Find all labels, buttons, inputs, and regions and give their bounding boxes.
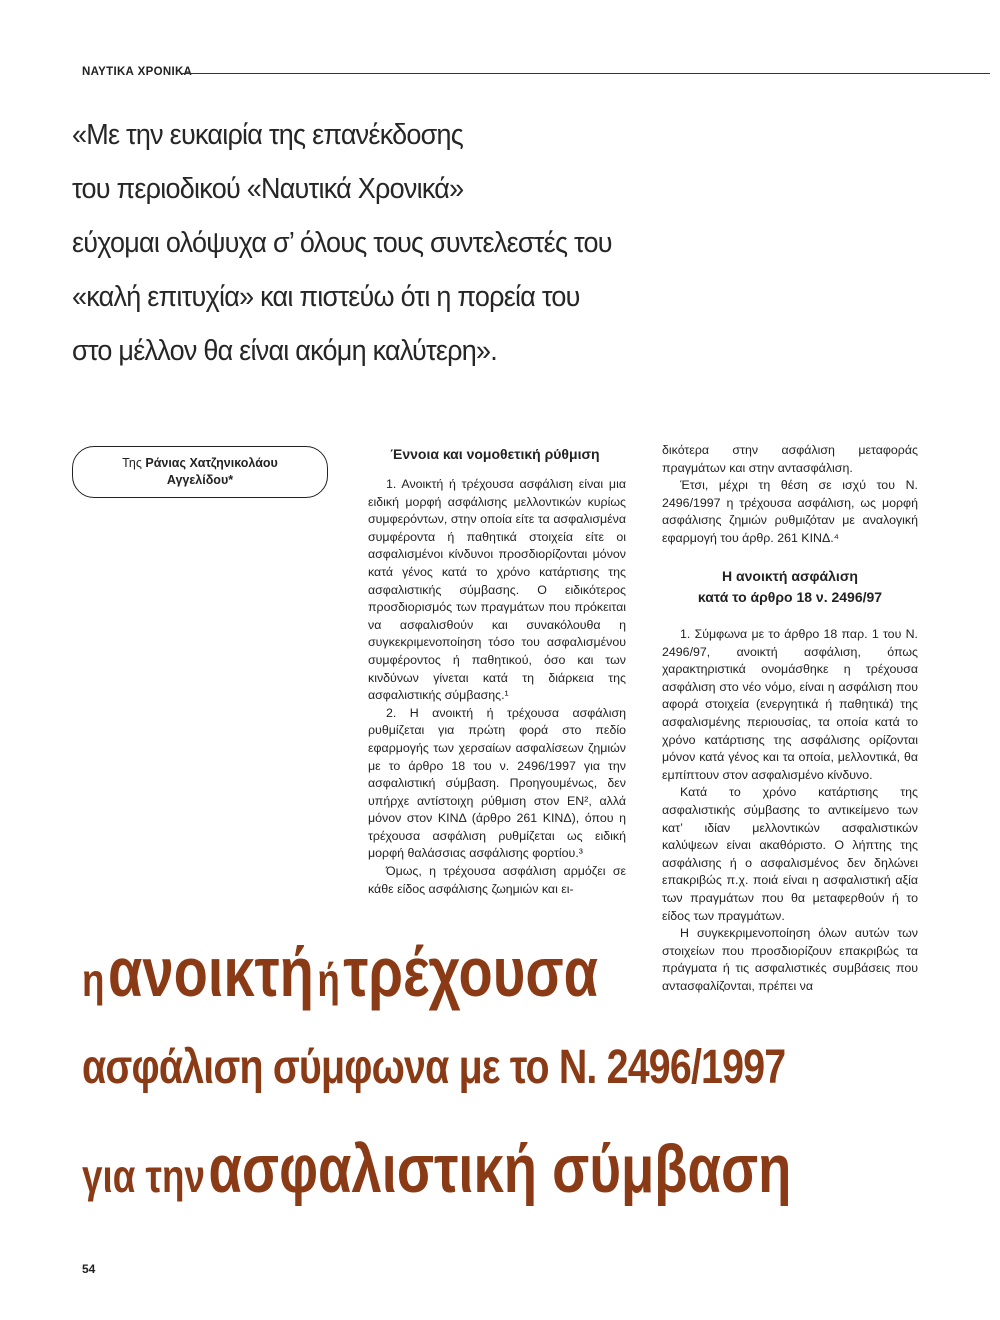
quote-line: του περιοδικού «Ναυτικά Χρονικά» [72, 173, 464, 205]
quote-line: εύχομαι ολόψυχα σ’ όλους τους συντελεστές του [72, 227, 612, 259]
author-surname: Αγγελίδου* [166, 473, 234, 487]
author-byline [72, 446, 328, 498]
column-right-top [662, 442, 918, 548]
headline-line-3 [82, 1130, 969, 1208]
headline-line-2: ασφάλιση σύμφωνα με το Ν. 2496/1997 [82, 1041, 786, 1094]
headline-word: η [82, 954, 105, 1006]
paragraph: δικότερα στην ασφάλιση μεταφοράς πραγμάτων και στην αντασφάλιση. [662, 443, 918, 475]
page-number: 54 [82, 1262, 96, 1276]
section-title-concept: Έννοια και νομοθετική ρύθμιση [390, 446, 600, 462]
paragraph: Κατά το χρόνο κατάρτισης της ασφαλιστικής σύμβασης το αντικείμενο των κατ’ ιδίαν μελλοντικών ασφαλιστικών καλύψεων είναι ακαθόριστο. Ο λήπτης της ασφάλισης ή ο ασφαλισμένος δεν δηλώνει επακριβώς π.χ. ποιά είναι η ασφαλιστική αξία των πραγμάτων που θα μεταφερθούν ή το είδος των πραγμάτων. [662, 785, 918, 923]
headline-word: για την [82, 1150, 205, 1202]
headline-word: ή [317, 954, 340, 1006]
byline-prefix: Της [122, 456, 142, 470]
headline-word: τρέχουσα [343, 933, 599, 1011]
paragraph: Όμως, η τρέχουσα ασφάλιση αρμόζει σε κάθε είδος ασφάλισης ζωημιών και ει- [368, 864, 626, 896]
column-middle [368, 476, 626, 898]
header-rule [182, 73, 990, 74]
pull-quote [72, 108, 952, 378]
header-title: ΝΑΥΤΙΚΑ ΧΡΟΝΙΚΑ [82, 66, 193, 78]
quote-line: «Με την ευκαιρία της επανέκδοσης [72, 119, 464, 151]
paragraph: Έτσι, μέχρι τη θέση σε ισχύ του Ν. 2496/1997 η τρέχουσα ασφάλιση, ως μορφή ασφάλισης ζημιών ρυθμιζόταν με αναλογική εφαρμογή του άρθρ. 261 ΚΙΝΔ.⁴ [662, 478, 918, 545]
quote-line: «καλή επιτυχία» και πιστεύω ότι η πορεία του [72, 281, 580, 313]
paragraph: 1. Σύμφωνα με το άρθρο 18 παρ. 1 του Ν. 2496/97, ανοικτή ασφάλιση, όπως χαρακτηριστικά ονομάσθηκε η τρέχουσα ασφάλιση στο νέο νόμο, είναι η ασφάλιση που αφορά στοιχεία (ενεργητικά ή παθητικά) της ασφαλισμένης περιουσίας, τα οποία κατά το χρόνο κατάρτισης της ασφάλισης ορίζονται μόνον κατά γένος και τα οποία, μελλοντικά, θα εμπίπτουν στον ασφαλισμένο κίνδυνο. [662, 627, 918, 782]
section-title-line: κατά το άρθρο 18 ν. 2496/97 [697, 589, 883, 605]
section-title-line: Η ανοικτή ασφάλιση [722, 568, 858, 584]
headline-line-1 [82, 932, 727, 1012]
running-header [82, 66, 990, 84]
quote-line: στο μέλλον θα είναι ακόμη καλύτερη». [72, 335, 498, 367]
section-title-open-insurance [655, 566, 925, 608]
paragraph: Η συγκεκριμενοποίηση όλων αυτών των στοιχείων που προσδιορίζουν επακριβώς τα πράγματα ή τις ασφαλιστικές συμβάσεις που αντασφαλίζονται, πρέπει να [662, 926, 918, 993]
paragraph: 1. Ανοικτή ή τρέχουσα ασφάλιση είναι μια ειδική μορφή ασφάλισης μελλοντικών κυρίως συμφερόντων, στην οποία είτε τα ασφαλισμένα συμφέροντα ή παθητικά στοιχεία είτε οι ασφαλισμένοι κίνδυνοι προσδιορίζονται μόνον κατά γένος κατά το χρόνο κατάρτισης της ασφαλιστικής σύμβασης. Ο ειδικότερος προσδιορισμός των πραγμάτων που πρόκειται να ασφαλισθούν και συνακόλουθα η συγκεκριμενοποίηση τόσο του ασφαλισμένου συμφέροντος ή παθητικού, όσο και των κινδύνων γίνεται κατά τη διάρκεια της ασφαλιστικής σύμβασης.¹ [368, 477, 626, 703]
paragraph: 2. Η ανοικτή ή τρέχουσα ασφάλιση ρυθμίζεται για πρώτη φορά στο πεδίο εφαρμογής των χερσαίων ασφαλίσεων ζημιών με το άρθρο 18 του ν. 2496/1997 για την ασφαλιστική σύμβαση. Προηγουμένως, δεν υπήρχε αντίστοιχη ρύθμιση στον ΕΝ², αλλά μόνον στον ΚΙΝΔ (άρθρο 261 ΚΙΝΔ), όπου η τρέχουσα ασφάλιση ρυθμίζεται ως ειδική μορφή θαλάσσιας ασφάλισης φορτίου.³ [368, 705, 626, 861]
headline-word: ανοικτή [108, 933, 314, 1011]
headline-word: ασφαλιστική σύμβαση [208, 1131, 792, 1207]
author-name: Ράνιας Χατζηνικολάου [145, 456, 278, 470]
